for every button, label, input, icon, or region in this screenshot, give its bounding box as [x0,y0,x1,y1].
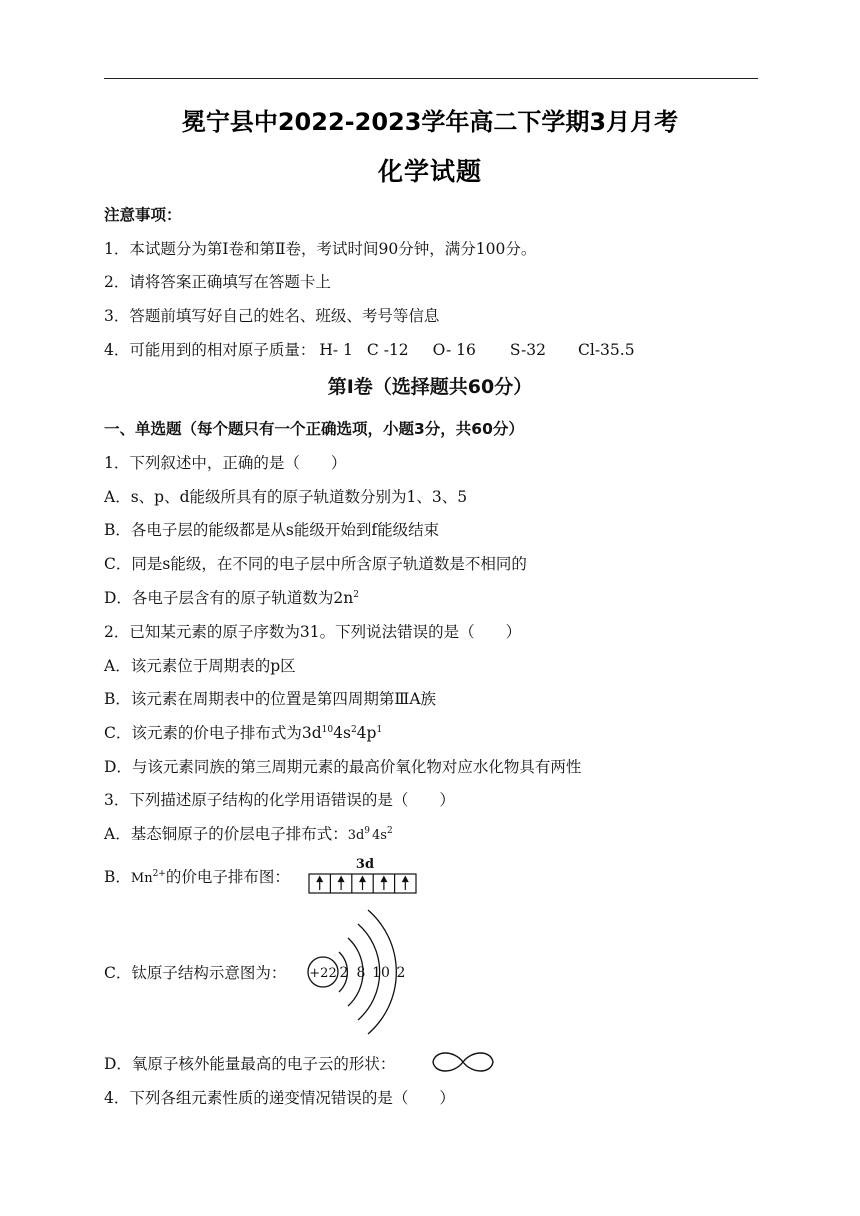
q2-stem: 2．已知某元素的原子序数为31。下列说法错误的是（ ） [104,623,522,641]
shell-2-count: 8 [356,965,366,981]
q2-c-mid-2: 4p [356,724,377,742]
mass-c: C -12 [366,341,409,359]
q3-a-sup-1: 9 [364,826,371,836]
notice-item-2: 2．请将答案正确填写在答题卡上 [104,273,331,291]
mass-o: O- 16 [432,341,476,359]
q2-option-d: D．与该元素同族的第三周期元素的最高价氧化物对应水化物具有两性 [104,758,582,776]
shell-4-count: 2 [396,965,406,981]
notice-heading: 注意事项： [104,206,182,224]
q2-c-mid-1: 4s [333,724,351,742]
up-arrow-icon [360,877,365,890]
q1-option-b: B．各电子层的能级都是从s能级开始到f能级结束 [104,521,440,539]
q3-b-suffix: 的价电子排布图： [165,868,290,886]
nucleus-charge: +22 [309,966,337,981]
part-heading: 一、单选题（每个题只有一个正确选项，小题3分，共60分） [104,420,524,438]
q3-a-prefix: A．基态铜原子的价层电子排布式： [104,825,348,843]
notice-item-3: 3．答题前填写好自己的姓名、班级、考号等信息 [104,307,440,325]
q1-option-a: A．s、p、d能级所具有的原子轨道数分别为1、3、5 [104,488,468,506]
q3-option-a [104,823,393,847]
q2-option-b: B．该元素在周期表中的位置是第四周期第ⅢA族 [104,690,437,708]
q3-b-ion: Mn [130,871,153,886]
q3-stem: 3．下列描述原子结构的化学用语错误的是（ ） [104,791,455,809]
q1-option-c: C．同是s能级，在不同的电子层中所含原子轨道数是不相同的 [104,555,527,573]
up-arrow-icon [403,877,408,890]
shell-3-count: 10 [372,965,390,981]
q2-c-sup-2: 2 [350,725,357,735]
q3-b-ion-sup: 2+ [152,869,166,879]
q1-stem: 1．下列叙述中，正确的是（ ） [104,454,347,472]
q1-option-d-sup: 2 [353,590,360,600]
mass-h: H- 1 [319,341,353,359]
q2-option-c [104,722,382,744]
q3-b-prefix: B． [104,868,131,886]
p-orbital-cloud-icon [430,1048,496,1076]
up-arrow-icon [339,877,344,890]
page-title: 冕宁县中2022-2023学年高二下学期3月月考 [181,108,679,136]
q3-a-formula-1: 3d [347,828,365,843]
notice-item-4 [104,339,635,361]
notice-item-4-label: 4．可能用到的相对原子质量： [104,341,316,359]
top-rule [104,78,758,79]
section-title: 第Ⅰ卷（选择题共60分） [327,376,533,398]
orbital-label: 3d [355,857,375,872]
q3-option-b [104,866,290,890]
mass-cl: Cl-35.5 [578,341,635,359]
q2-option-a: A．该元素位于周期表的p区 [104,657,296,675]
q1-option-d-text: D．各电子层含有的原子轨道数为2n [104,589,354,607]
page-subtitle: 化学试题 [377,157,482,186]
notice-item-1: 1．本试题分为第Ⅰ卷和第Ⅱ卷，考试时间90分钟，满分100分。 [104,240,537,258]
up-arrow-icon [381,877,386,890]
q1-option-d [104,587,359,609]
q3-option-d: D．氧原子核外能量最高的电子云的形状： [104,1055,396,1073]
mn-orbital-diagram [308,856,420,896]
q2-c-sup-1: 10 [321,725,334,735]
q3-a-formula-2: 4s [372,828,387,843]
up-arrow-icon [317,877,322,890]
q3-option-c: C．钛原子结构示意图为： [104,964,287,982]
shell-1-count: 2 [339,965,349,981]
q4-stem: 4．下列各组元素性质的递变情况错误的是（ ） [104,1089,455,1107]
titanium-atom-diagram [302,906,422,1040]
q3-a-sup-2: 2 [386,826,393,836]
orbital-arrows [317,874,408,893]
q2-c-sup-3: 1 [376,725,383,735]
mass-s: S-32 [509,341,546,359]
q2-c-prefix: C．该元素的价电子排布式为3d [104,724,322,742]
